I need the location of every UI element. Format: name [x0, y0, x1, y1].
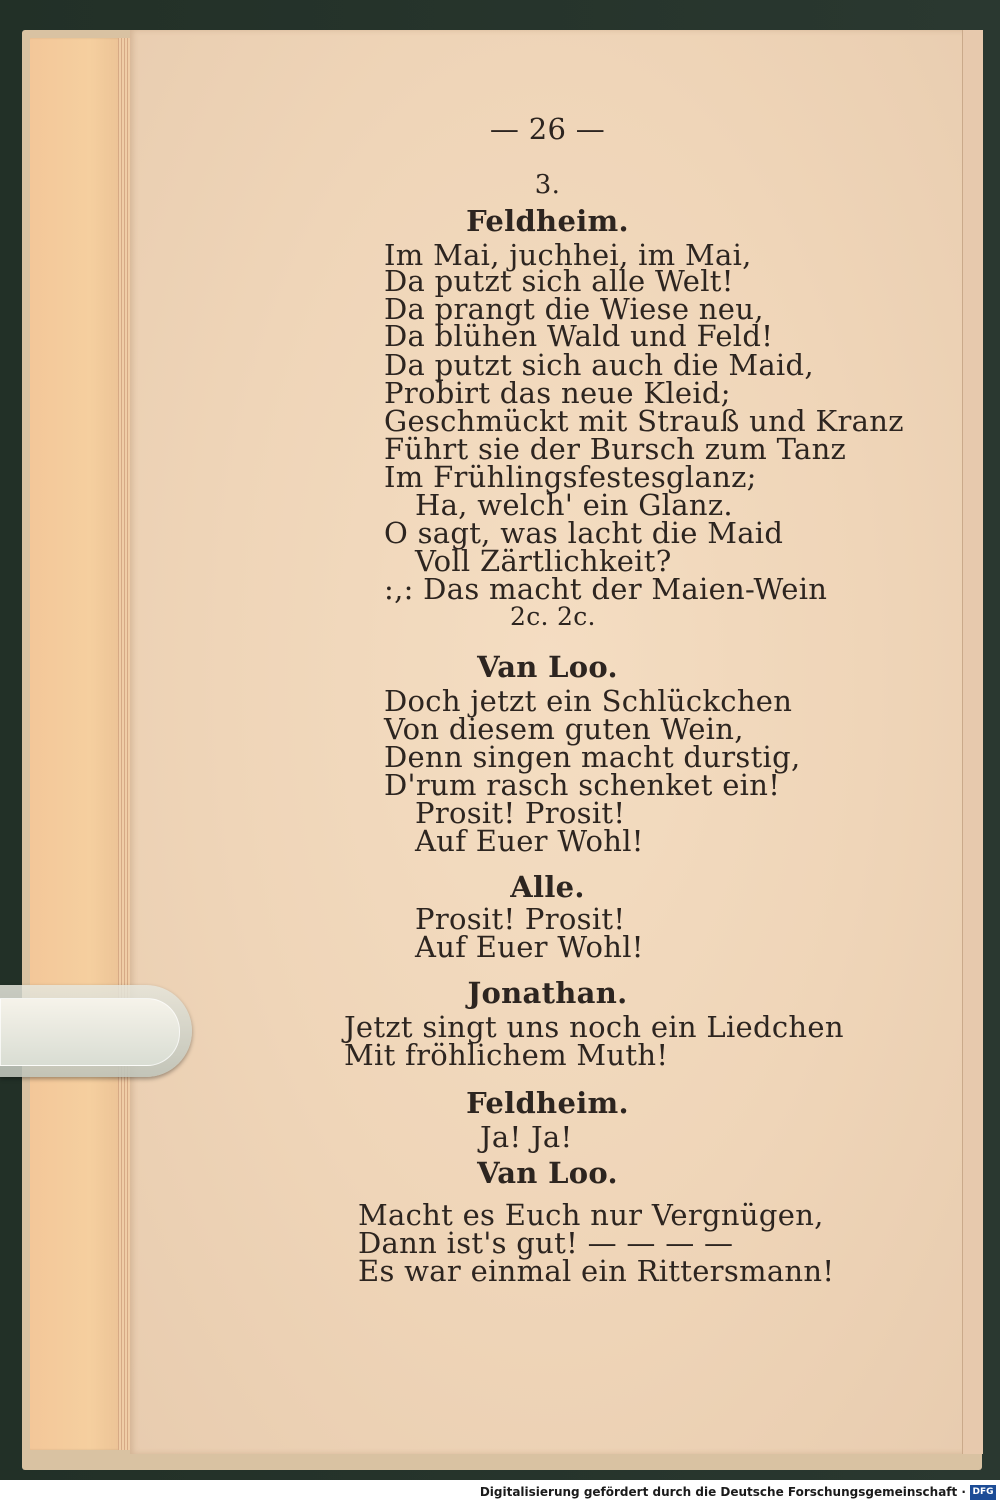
verse-line: Ha, welch' ein Glanz.: [415, 488, 733, 522]
page-edges: [30, 38, 130, 1450]
verse-line: Auf Euer Wohl!: [415, 930, 644, 964]
verse-line: Voll Zärtlichkeit?: [415, 544, 672, 578]
verse-line: Da putzt sich auch die Maid,: [384, 348, 814, 382]
verse-line: Auf Euer Wohl!: [415, 824, 644, 858]
page-edge-lines: [118, 38, 130, 1450]
speaker-feldheim: Feldheim.: [466, 204, 629, 238]
next-page-edge: [962, 30, 983, 1454]
verse-line: :,: Das macht der Maien-Wein: [384, 572, 828, 606]
speaker-van-loo: Van Loo.: [477, 650, 618, 684]
verse-line: Da putzt sich alle Welt!: [384, 264, 734, 298]
speaker-jonathan: Jonathan.: [467, 976, 628, 1010]
verse-line: Im Mai, juchhei, im Mai,: [384, 238, 752, 272]
section-number: 3.: [534, 170, 561, 200]
verse-line: Ja! Ja!: [480, 1120, 573, 1154]
footer-bar: [0, 1480, 1000, 1506]
verse-line: Prosit! Prosit!: [415, 902, 626, 936]
dfg-credit-text: Digitalisierung gefördert durch die Deutsche Forschungsgemeinschaft ·: [479, 1485, 966, 1499]
verse-line: Jetzt singt uns noch ein Liedchen: [344, 1010, 844, 1044]
verse-line: Von diesem guten Wein,: [384, 712, 744, 746]
verse-line: Doch jetzt ein Schlückchen: [384, 684, 793, 718]
verse-line: D'rum rasch schenket ein!: [384, 768, 781, 802]
verse-line: Führt sie der Bursch zum Tanz: [384, 432, 847, 466]
verse-line: Probirt das neue Kleid;: [384, 376, 731, 410]
speaker-feldheim: Feldheim.: [466, 1086, 629, 1120]
verse-line: Es war einmal ein Rittersmann!: [358, 1254, 835, 1288]
dfg-logo: DFG: [970, 1485, 996, 1500]
verse-line: Dann ist's gut! — — — —: [358, 1226, 734, 1260]
verse-line: Mit fröhlichem Muth!: [344, 1038, 669, 1072]
verse-line: 2c. 2c.: [510, 602, 596, 631]
verse-line: Prosit! Prosit!: [415, 796, 626, 830]
verse-line: Denn singen macht durstig,: [384, 740, 801, 774]
verse-line: Geschmückt mit Strauß und Kranz: [384, 404, 904, 438]
verse-line: Macht es Euch nur Vergnügen,: [358, 1198, 824, 1232]
speaker-alle: Alle.: [510, 870, 585, 904]
verse-line: Da blühen Wald und Feld!: [384, 319, 774, 353]
page-number: — 26 —: [489, 112, 606, 146]
scanner-clip-highlight: [0, 998, 180, 1066]
verse-line: O sagt, was lacht die Maid: [384, 516, 784, 550]
verse-line: Da prangt die Wiese neu,: [384, 292, 764, 326]
speaker-van-loo: Van Loo.: [477, 1156, 618, 1190]
verse-line: Im Frühlingsfestesglanz;: [384, 460, 757, 494]
